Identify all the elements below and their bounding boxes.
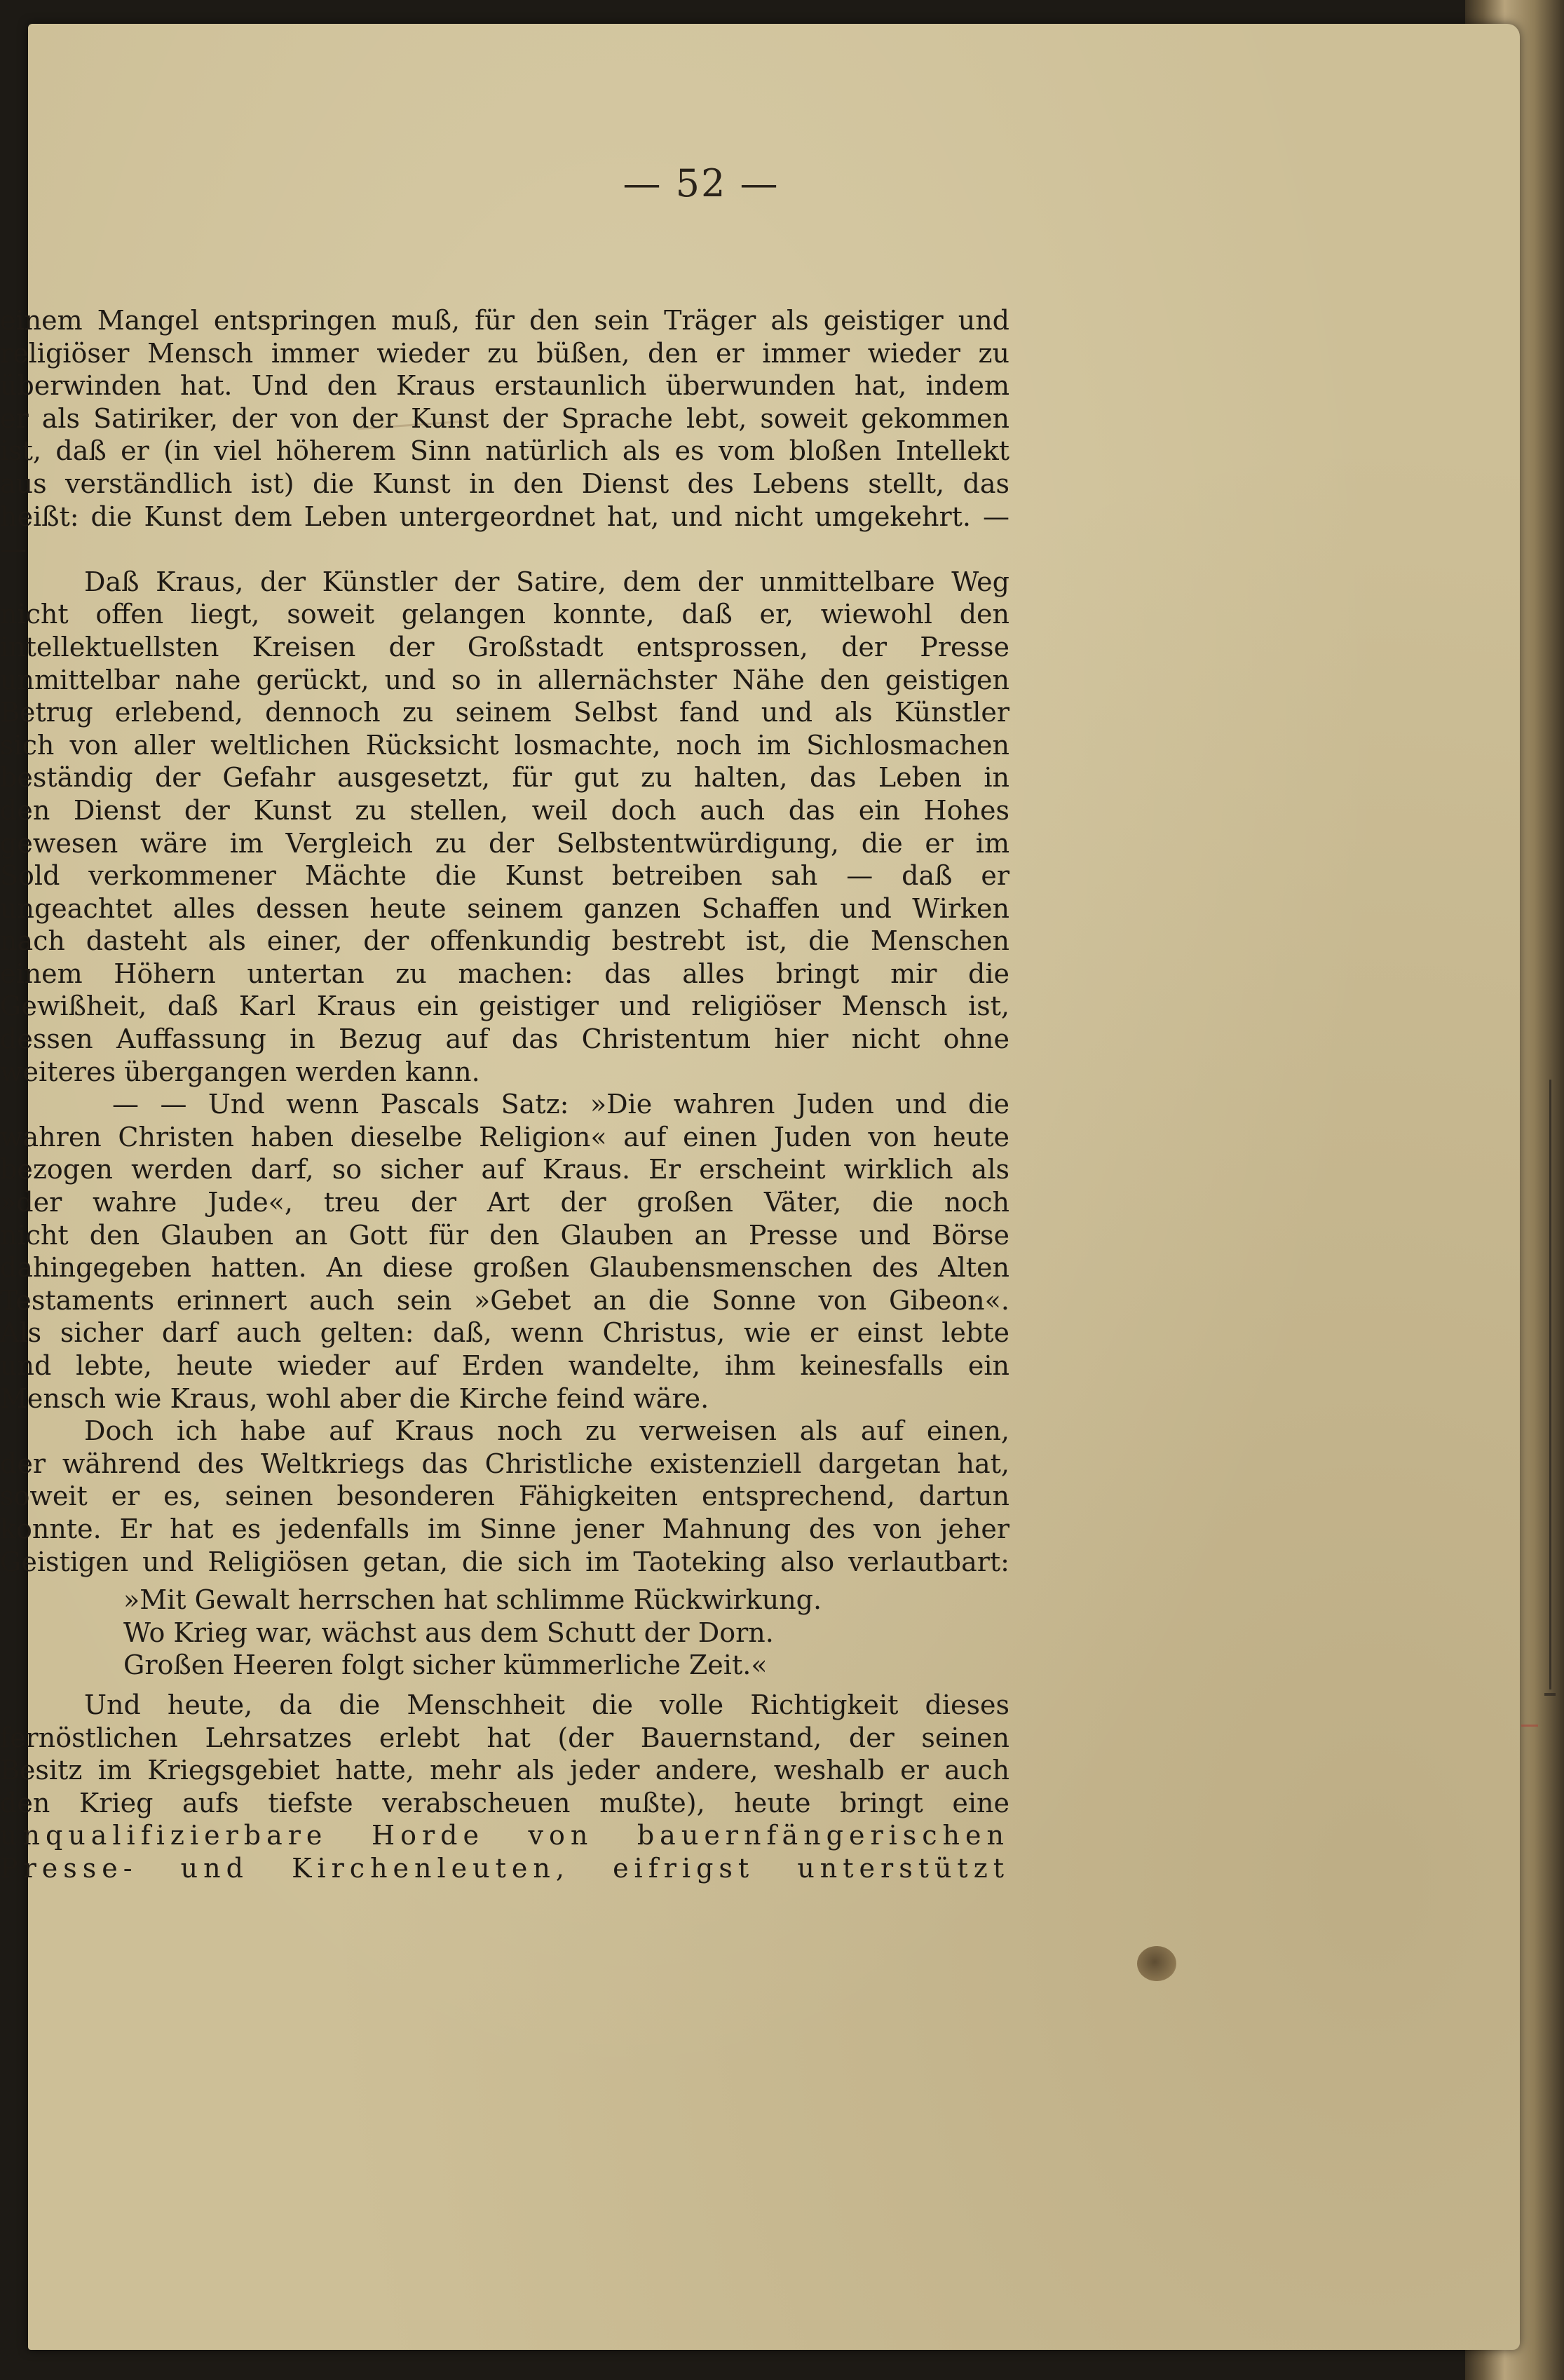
paragraph-4-line-2: der während des Weltkriegs das Christliche existenziell dargetan hat, <box>0 1448 1009 1479</box>
closing-line-5: unqualifizierbare Horde von bauernfängerischen <box>0 1820 1009 1851</box>
paragraph-2-line-4: unmittelbar nahe gerückt, und so in allernächster Nähe den geistigen <box>0 664 1009 695</box>
quote-line-1: »Mit Gewalt herrschen hat schlimme Rückwirkung. <box>123 1584 822 1616</box>
paragraph-3-line-9: und lebte, heute wieder auf Erden wandelte, ihm keinesfalls ein <box>0 1350 1009 1381</box>
paragraph-3-line-1: — — Und wenn Pascals Satz: »Die wahren Juden und die <box>112 1089 1009 1120</box>
paragraph-2-line-14: Gewißheit, daß Karl Kraus ein geistiger und religiöser Mensch ist, <box>0 991 1009 1022</box>
paragraph-2-line-3: intellektuellsten Kreisen der Großstadt entsprossen, der Presse <box>0 631 1009 662</box>
paragraph-1-line-6: aus verständlich ist) die Kunst in den Dienst des Lebens stellt, das <box>0 468 1009 499</box>
paragraph-2-line-6: sich von aller weltlichen Rücksicht losmachte, noch im Sichlosmachen <box>0 729 1009 761</box>
paragraph-4-line-4: konnte. Er hat es jedenfalls im Sinne jener Mahnung des von jeher <box>0 1513 1009 1544</box>
paragraph-4-line-3: soweit er es, seinen besonderen Fähigkeiten entsprechend, dartun <box>0 1481 1009 1512</box>
paragraph-2-line-12: nach dasteht als einer, der offenkundig bestrebt ist, die Menschen <box>0 925 1009 957</box>
paragraph-3-line-8: Als sicher darf auch gelten: daß, wenn Christus, wie er einst lebte <box>0 1317 1009 1349</box>
paragraph-3-line-10: Mensch wie Kraus, wohl aber die Kirche feind wäre. <box>0 1382 709 1414</box>
paragraph-3-line-7: Testaments erinnert auch sein »Gebet an die Sonne von Gibeon«. <box>0 1284 1009 1316</box>
margin-pencil-tick <box>1544 1693 1556 1696</box>
paragraph-2-line-10: Sold verkommener Mächte die Kunst betreiben sah — daß er <box>0 860 1009 892</box>
paragraph-2-line-16: weiteres übergangen werden kann. <box>0 1056 480 1087</box>
paragraph-3-line-5: nicht den Glauben an Gott für den Glauben an Presse und Börse <box>0 1219 1009 1251</box>
paragraph-3-line-6: dahingegeben hatten. An diese großen Glaubensmenschen des Alten <box>0 1252 1009 1284</box>
paragraph-2-line-11: ungeachtet alles dessen heute seinem ganzen Schaffen und Wirken <box>0 892 1009 924</box>
closing-line-1: Und heute, da die Menschheit die volle Richtigkeit dieses <box>84 1689 1009 1720</box>
paragraph-3-line-3: bezogen werden darf, so sicher auf Kraus. Er erscheint wirklich als <box>0 1154 1009 1185</box>
paragraph-1-line-4: er als Satiriker, der von der Kunst der Sprache lebt, soweit gekommen <box>0 402 1009 434</box>
paragraph-2-line-7: beständig der Gefahr ausgesetzt, für gut zu halten, das Leben in <box>0 762 1009 794</box>
paragraph-1-line-2: religiöser Mensch immer wieder zu büßen, den er immer wieder zu <box>0 337 1009 369</box>
quote-line-2: Wo Krieg war, wächst aus dem Schutt der Dorn. <box>123 1617 774 1648</box>
closing-line-2: fernöstlichen Lehrsatzes erlebt hat (der Bauernstand, der seinen <box>0 1722 1009 1753</box>
paragraph-1-line-7: heißt: die Kunst dem Leben untergeordnet hat, und nicht umgekehrt. — — <box>0 501 1009 565</box>
quote-line-3: Großen Heeren folgt sicher kümmerliche Zeit.« <box>123 1650 768 1681</box>
paragraph-1-line-1: einem Mangel entspringen muß, für den sein Träger als geistiger und <box>0 305 1009 336</box>
paragraph-1-line-5: ist, daß er (in viel höherem Sinn natürlich als es vom bloßen Intellekt <box>0 435 1009 467</box>
paragraph-2-line-2: nicht offen liegt, soweit gelangen konnte, daß er, wiewohl den <box>0 599 1009 630</box>
paragraph-3-line-4: »der wahre Jude«, treu der Art der großen Väter, die noch <box>0 1187 1009 1218</box>
margin-pencil-line <box>1549 1080 1551 1689</box>
paragraph-1-line-3: überwinden hat. Und den Kraus erstaunlich überwunden hat, indem <box>0 370 1009 402</box>
paragraph-2-line-1: Daß Kraus, der Künstler der Satire, dem der unmittelbare Weg <box>84 566 1009 597</box>
paragraph-2-line-5: Betrug erlebend, dennoch zu seinem Selbst fand und als Künstler <box>0 697 1009 728</box>
taoteking-quote <box>0 1584 1009 1682</box>
closing-line-6: Presse- und Kirchenleuten, eifrigst unterstützt <box>0 1852 1009 1884</box>
paragraph-4-line-5: Geistigen und Religiösen getan, die sich im Taoteking also verlautbart: <box>0 1546 1009 1577</box>
page-number: — 52 — <box>623 161 780 205</box>
page-text <box>0 304 1009 1885</box>
paragraph-3-line-2: wahren Christen haben dieselbe Religion« auf einen Juden von heute <box>0 1121 1009 1152</box>
red-margin-mark <box>1521 1725 1538 1727</box>
closing-line-4: den Krieg aufs tiefste verabscheuen mußte), heute bringt eine <box>0 1787 1009 1818</box>
paragraph-4-line-1: Doch ich habe auf Kraus noch zu verweisen als auf einen, <box>84 1415 1009 1447</box>
ink-blot <box>1137 1946 1176 1981</box>
paragraph-2-line-15: dessen Auffassung in Bezug auf das Christentum hier nicht ohne <box>0 1024 1009 1055</box>
paragraph-2-line-8: den Dienst der Kunst zu stellen, weil doch auch das ein Hohes <box>0 794 1009 826</box>
paragraph-2-line-9: gewesen wäre im Vergleich zu der Selbstentwürdigung, die er im <box>0 827 1009 859</box>
paragraph-2-line-13: einem Höhern untertan zu machen: das alles bringt mir die <box>0 958 1009 989</box>
closing-line-3: Besitz im Kriegsgebiet hatte, mehr als jeder andere, weshalb er auch <box>0 1755 1009 1786</box>
